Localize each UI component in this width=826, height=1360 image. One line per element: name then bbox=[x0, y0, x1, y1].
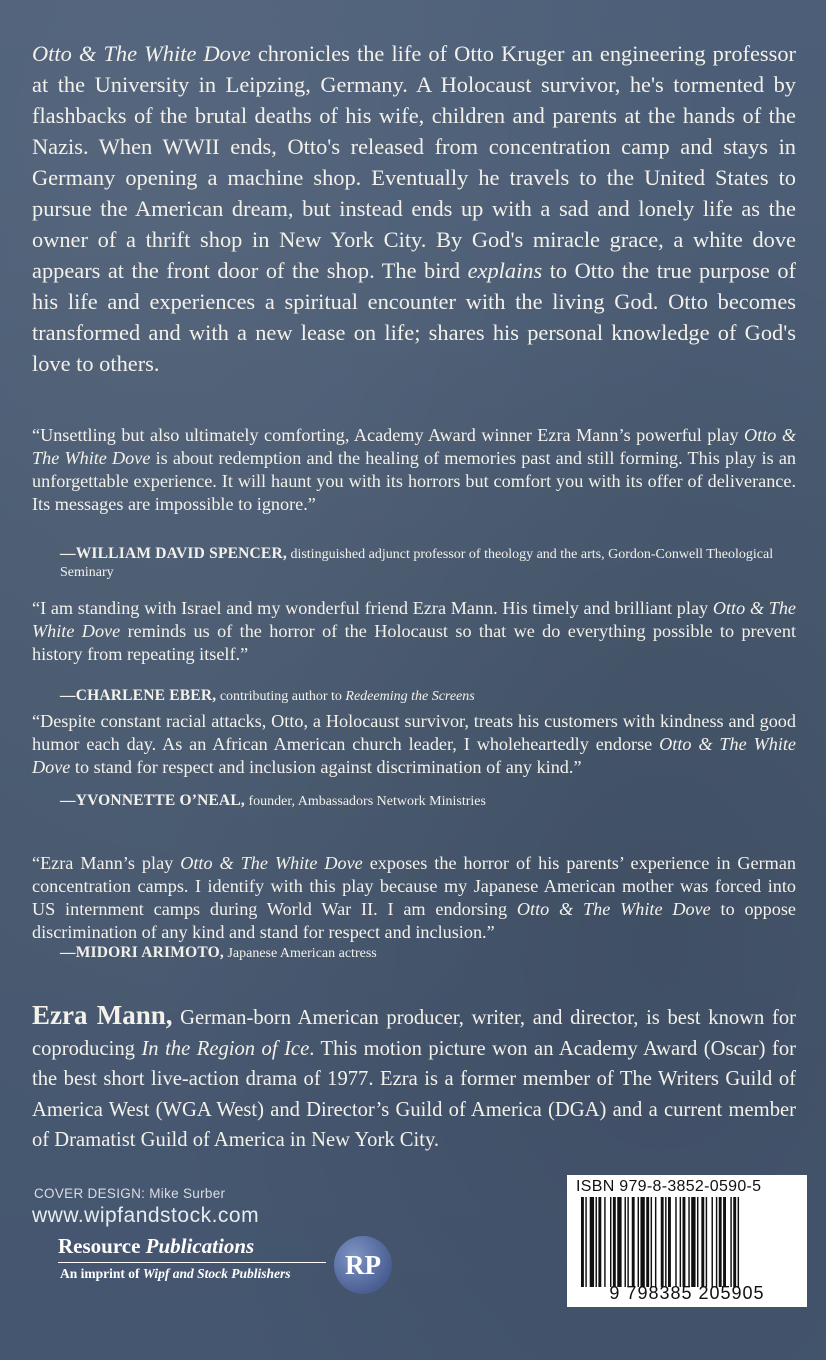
barcode-bar bbox=[646, 1197, 649, 1287]
barcode-bar bbox=[675, 1197, 676, 1287]
author-name: Ezra Mann, bbox=[32, 1000, 173, 1030]
barcode-bar bbox=[665, 1197, 666, 1287]
barcode-bar bbox=[640, 1197, 644, 1287]
barcode-bar bbox=[719, 1197, 722, 1287]
endorsement-3 bbox=[32, 710, 796, 811]
barcode-digits: 9 798385 205905 bbox=[609, 1283, 765, 1303]
barcode-bar bbox=[683, 1197, 686, 1287]
endorser-name: —WILLIAM DAVID SPENCER, bbox=[60, 545, 287, 562]
barcode-bar bbox=[604, 1197, 605, 1287]
publisher-name-b: Publications bbox=[145, 1234, 255, 1258]
book-title: Otto & The White Dove bbox=[180, 853, 363, 873]
publisher-name bbox=[58, 1234, 254, 1259]
publisher-name-a: Resource bbox=[58, 1234, 146, 1258]
barcode-bar bbox=[733, 1197, 736, 1287]
description-text: chronicles the life of Otto Kruger an engineering professor at the University in Leipzing, Germany. A Holocaust survivor, he's tormented by flashbacks of the brutal deaths of his wife, children and parents at the hands of the Nazis. When WWII ends, Otto's released from concentration camp and stays in Germany opening a machine shop. Eventually he travels to the United States to pursue the American dream, but instead ends up with a sad and lonely life as the owner of a thrift shop in New York City. By God's miracle grace, a white dove appears at the front door of the shop. The bird bbox=[32, 41, 797, 283]
endorsement-attribution bbox=[60, 545, 796, 582]
imprint-publisher: Wipf and Stock Publishers bbox=[142, 1266, 291, 1281]
barcode-bar bbox=[596, 1197, 597, 1287]
book-title: Otto & The White Dove bbox=[32, 598, 796, 641]
endorser-name: —CHARLENE EBER, bbox=[60, 687, 217, 704]
endorser-role: contributing author to bbox=[216, 689, 346, 704]
isbn-barcode-box bbox=[567, 1175, 807, 1307]
barcode-bar bbox=[701, 1197, 704, 1287]
bio-text: German-born American producer, writer, and director, is best known for coproducing bbox=[32, 1007, 797, 1060]
barcode-bar bbox=[668, 1197, 671, 1287]
endorser-name: —MIDORI ARIMOTO, bbox=[60, 944, 224, 961]
book-title: Otto & The White Dove bbox=[516, 899, 711, 919]
quote-text: to oppose discrimination of any kind and stand for respect and inclusion.” bbox=[32, 899, 796, 942]
endorser-name: —YVONNETTE O’NEAL, bbox=[60, 792, 246, 809]
barcode-bar bbox=[712, 1197, 713, 1287]
endorsement-quote bbox=[32, 597, 796, 666]
barcode-bar bbox=[625, 1197, 626, 1287]
book-title: Otto & The White Dove bbox=[32, 425, 797, 468]
barcode-bar bbox=[655, 1197, 656, 1287]
endorser-role: founder, Ambassadors Network Ministries bbox=[245, 794, 486, 809]
book-description bbox=[32, 38, 796, 379]
cover-design-credit: COVER DESIGN: Mike Surber bbox=[34, 1186, 226, 1201]
barcode-bar bbox=[627, 1197, 628, 1287]
barcode-bar bbox=[598, 1197, 601, 1287]
barcode-bar bbox=[638, 1197, 639, 1287]
barcode-bar bbox=[680, 1197, 681, 1287]
endorsement-1 bbox=[32, 424, 796, 582]
endorsement-4 bbox=[32, 852, 796, 963]
endorsement-quote bbox=[32, 424, 796, 516]
book-title: Otto & The White Dove bbox=[32, 734, 796, 777]
quote-text: is about redemption and the healing of memories past and still forming. This play is an unforgettable experience. It will haunt you with its horrors but comfort you with its offer of deliverance. Its messages are impossible to ignore.” bbox=[32, 448, 796, 514]
publisher-website[interactable]: www.wipfandstock.com bbox=[32, 1204, 260, 1227]
barcode-bar bbox=[661, 1197, 664, 1287]
quote-text: exposes the horror of his parents’ experience in German concentration camps. I identify with this play because my Japanese American mother was forced into US internment camps during World War II. I am endorsing bbox=[32, 853, 796, 919]
author-bio bbox=[32, 1000, 796, 1156]
endorsement-attribution bbox=[60, 944, 796, 963]
endorser-work-title: Redeeming the Screens bbox=[345, 689, 475, 704]
barcode-bar bbox=[610, 1197, 611, 1287]
barcode-bar bbox=[723, 1197, 726, 1287]
barcode-bar bbox=[697, 1197, 698, 1287]
description-emphasis: explains bbox=[467, 258, 543, 283]
endorser-role: distinguished adjunct professor of theology and the arts, Gordon-Conwell Theological Seminary bbox=[60, 547, 774, 580]
imprint-text: An imprint of bbox=[60, 1266, 143, 1281]
barcode-bar bbox=[691, 1197, 695, 1287]
endorser-role: Japanese American actress bbox=[223, 946, 377, 961]
barcode-bar bbox=[581, 1197, 584, 1287]
barcode-bar bbox=[706, 1197, 707, 1287]
endorsement-quote bbox=[32, 710, 796, 779]
barcode-bar bbox=[716, 1197, 717, 1287]
publisher-divider bbox=[58, 1262, 326, 1263]
isbn-label: ISBN 979-8-3852-0590-5 bbox=[576, 1178, 762, 1195]
bio-text-end: . This motion picture won an Academy Award (Oscar) for the best short live-action drama of 1977. Ezra is a former member of The Writers Guild of America West (WGA West) and Director’s Guild of America (DGA) and a current member of Dramatist Guild of America in New York City. bbox=[32, 1037, 796, 1151]
barcode-bar bbox=[730, 1197, 731, 1287]
barcode-bar bbox=[651, 1197, 652, 1287]
barcode-bar bbox=[617, 1197, 621, 1287]
barcode-bar bbox=[738, 1197, 739, 1287]
quote-text: to stand for respect and inclusion against discrimination of any kind.” bbox=[70, 757, 582, 777]
barcode-bar bbox=[590, 1197, 594, 1287]
film-title: In the Region of Ice bbox=[141, 1037, 310, 1060]
quote-text: “Despite constant racial attacks, Otto, a Holocaust survivor, treats his customers with kindness and good humor each day. As an African American church leader, I wholeheartedly endorse bbox=[32, 711, 796, 754]
endorsement-2 bbox=[32, 597, 796, 706]
quote-text: “Unsettling but also ultimately comforting, Academy Award winner Ezra Mann’s powerful play bbox=[32, 425, 745, 445]
barcode-bar bbox=[688, 1197, 689, 1287]
quote-text: reminds us of the horror of the Holocaust so that we do everything possible to prevent history from repeating itself.” bbox=[32, 621, 796, 664]
publisher-imprint bbox=[60, 1266, 291, 1282]
quote-text: “Ezra Mann’s play bbox=[32, 853, 181, 873]
endorsement-attribution bbox=[60, 792, 796, 811]
description-text-end: to Otto the true purpose of his life and experiences a spiritual encounter with the living God. Otto becomes transformed and with a new lease on life; shares his personal knowledge of God's love to others. bbox=[32, 258, 797, 376]
barcode-bar bbox=[585, 1197, 586, 1287]
publisher-logo bbox=[334, 1236, 392, 1294]
barcode-bar bbox=[632, 1197, 635, 1287]
barcode-bar bbox=[613, 1197, 616, 1287]
logo-text: RP bbox=[345, 1250, 381, 1280]
quote-text: “I am standing with Israel and my wonderful friend Ezra Mann. His timely and brilliant play bbox=[32, 598, 713, 618]
endorsement-quote bbox=[32, 852, 796, 944]
barcode-icon bbox=[581, 1197, 793, 1287]
endorsement-attribution bbox=[60, 687, 796, 706]
book-title: Otto & The White Dove bbox=[32, 41, 251, 66]
